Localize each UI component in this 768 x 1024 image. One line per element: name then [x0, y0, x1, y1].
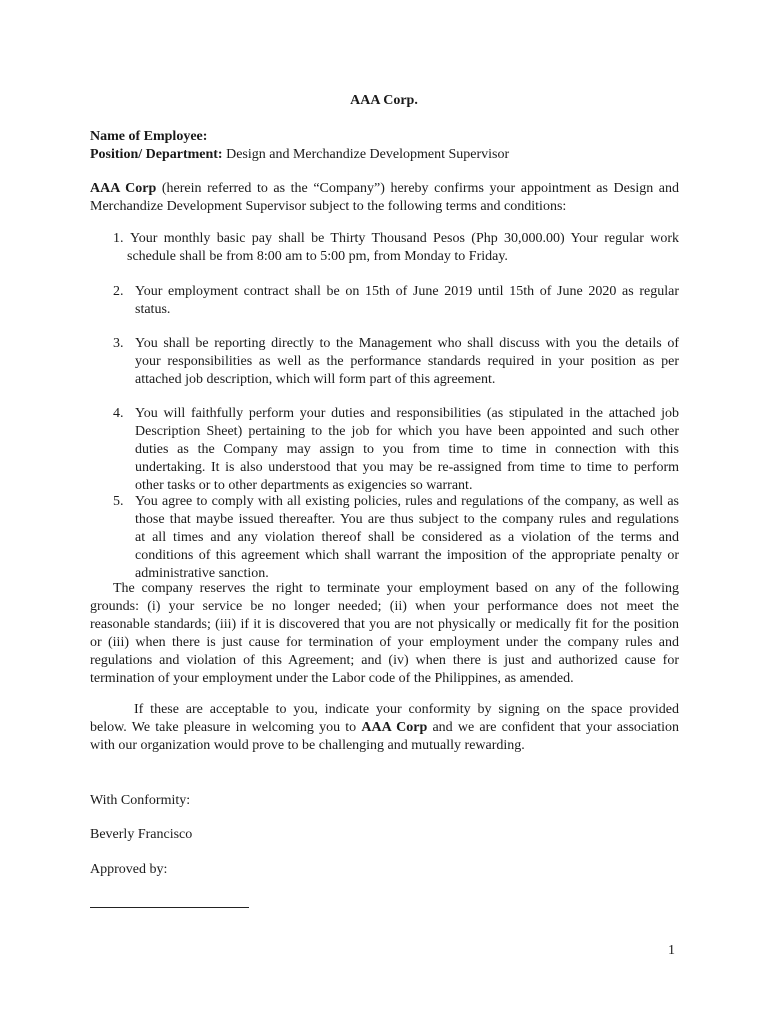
term-4-line: undertaking. It is also understood that you may be re-assigned from time to time to perform	[135, 460, 679, 475]
intro-line-1	[90, 180, 679, 198]
intro-company-name: AAA Corp	[90, 181, 157, 196]
term-5	[135, 493, 679, 583]
term-3-line: You shall be reporting directly to the Management who shall discuss with you the details of	[135, 336, 679, 351]
document-title: AAA Corp.	[350, 93, 418, 108]
employee-name-label: Name of Employee:	[90, 129, 208, 144]
term-3-line: attached job description, which will form part of this agreement.	[135, 372, 496, 387]
approved-by-label: Approved by:	[90, 862, 168, 877]
term-5-number: 5.	[113, 494, 124, 509]
term-2-number: 2.	[113, 284, 124, 299]
acceptance-line-2-end: and we are confident that your association	[427, 720, 680, 735]
term-4-line: other tasks or to other departments as exigencies so warrant.	[135, 478, 473, 493]
position-label: Position/ Department:	[90, 147, 223, 162]
termination-line: grounds: (i) your service be no longer needed; (ii) when your performance does not meet the	[90, 599, 679, 614]
term-5-line: conditions of this agreement which shall warrant the imposition of the appropriate penalty or	[135, 548, 679, 563]
term-2-line: Your employment contract shall be on 15th of June 2019 until 15th of June 2020 as regular	[135, 284, 679, 299]
termination-paragraph	[90, 580, 679, 688]
termination-line: regulations and violation of this Agreement; and (iv) when there is just and authorized cause for	[90, 653, 679, 668]
term-2-line: status.	[135, 302, 171, 317]
acceptance-paragraph	[90, 701, 679, 755]
term-4-line: duties as the Company may assign to you from time to time in connection with this	[135, 442, 679, 457]
intro-paragraph	[90, 180, 679, 216]
term-1-line: Your monthly basic pay shall be Thirty Thousand Pesos (Php 30,000.00) Your regular work	[130, 231, 679, 246]
term-5-line: You agree to comply with all existing policies, rules and regulations of the company, as well as	[135, 494, 679, 509]
approver-signature-line	[90, 907, 249, 908]
position-field	[90, 146, 509, 163]
term-5-line: administrative sanction.	[135, 566, 269, 581]
position-value: Design and Merchandize Development Supervisor	[226, 147, 510, 162]
term-4-line: Description Sheet) pertaining to the job for which you have been appointed and such other	[135, 424, 679, 439]
termination-line: termination of your employment under the Labor code of the Philippines, as amended.	[90, 671, 574, 686]
term-1-line: schedule shall be from 8:00 am to 5:00 pm, from Monday to Friday.	[127, 249, 508, 264]
acceptance-line-1: If these are acceptable to you, indicate your conformity by signing on the space provided	[134, 702, 679, 717]
term-2	[135, 283, 679, 319]
term-4-line: You will faithfully perform your duties and responsibilities (as stipulated in the attached job	[135, 406, 679, 421]
term-5-line: those that maybe issued thereafter. You are thus subject to the company rules and regulations	[135, 512, 679, 527]
term-3	[135, 335, 679, 389]
acceptance-line-2	[90, 719, 679, 737]
employee-name-field	[90, 128, 207, 145]
acceptance-line-2-start: below. We take pleasure in welcoming you to	[90, 720, 362, 735]
with-conformity-label: With Conformity:	[90, 793, 191, 808]
termination-line: The company reserves the right to terminate your employment based on any of the following	[113, 581, 679, 596]
intro-line-2: Merchandize Development Supervisor subject to the following terms and conditions:	[90, 199, 567, 214]
term-4-number: 4.	[113, 406, 124, 421]
term-1	[127, 230, 679, 266]
term-1-number: 1.	[113, 231, 124, 246]
acceptance-company-name: AAA Corp	[361, 720, 428, 735]
term-5-line: at all times and any violation thereof shall be considered as a violation of the terms and	[135, 530, 679, 545]
term-3-line: your responsibilities as well as the performance standards required in your position as per	[135, 354, 679, 369]
employee-signature-name: Beverly Francisco	[90, 827, 193, 842]
term-4	[135, 405, 679, 495]
intro-line-1-text: (herein referred to as the “Company”) hereby confirms your appointment as Design and	[156, 181, 679, 196]
termination-line: reasonable standards; (iii) if it is discovered that you are not physically or medically fit for the position	[90, 617, 679, 632]
term-3-number: 3.	[113, 336, 124, 351]
acceptance-line-3: with our organization would prove to be challenging and mutually rewarding.	[90, 738, 525, 753]
page-number: 1	[668, 943, 675, 958]
termination-line: or (iii) when there is just cause for termination of your employment under the company rules and	[90, 635, 679, 650]
